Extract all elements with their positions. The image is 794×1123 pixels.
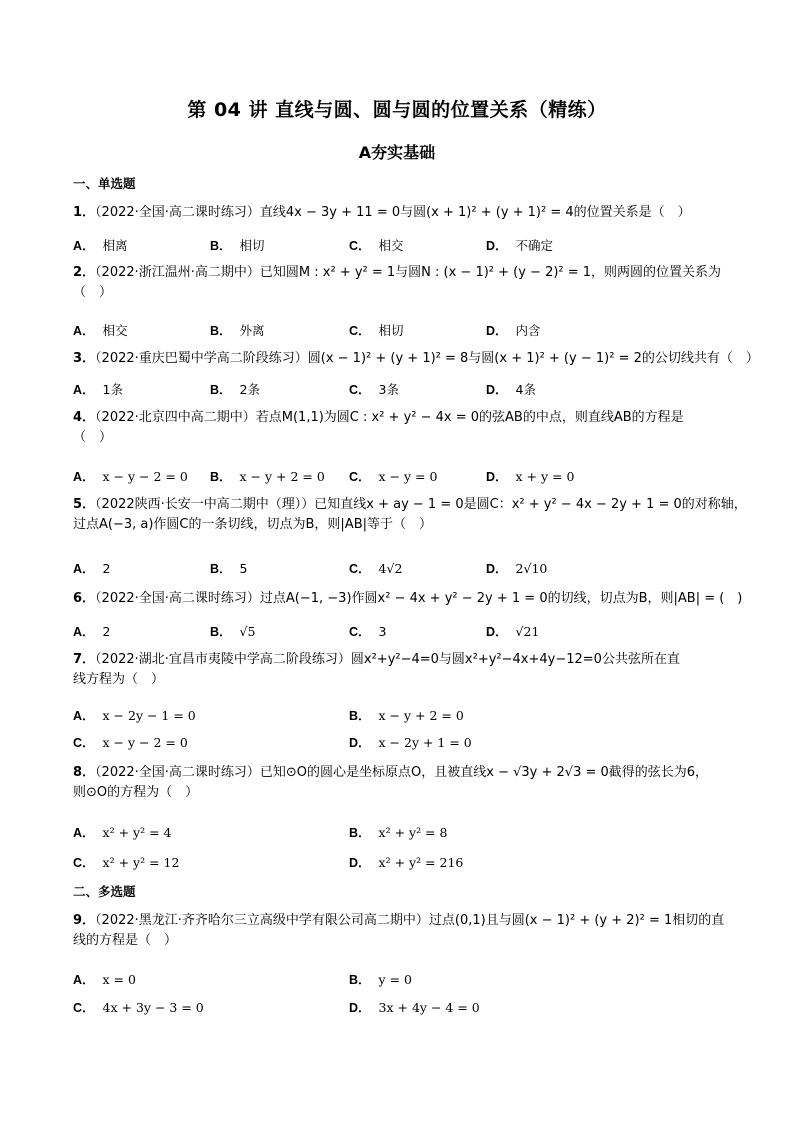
question-number: 8． (73, 765, 96, 780)
option-letter: C． (349, 625, 371, 639)
option-b: x − y + 2 = 0 (239, 469, 325, 484)
option-c: x − y = 0 (378, 469, 438, 484)
option-letter: A． (73, 239, 95, 253)
option-d: 不确定 (515, 238, 554, 253)
answer-option (73, 998, 204, 1016)
question-6 (73, 589, 743, 609)
option-letter: A． (73, 562, 95, 576)
answer-option (73, 970, 136, 988)
option-letter: D． (486, 625, 508, 639)
question-number: 7． (73, 652, 96, 667)
question-text-cont: 过点A(−3, a)作圆C的一条切线，切点为B，则|AB|等于（ ） (73, 517, 432, 532)
answer-option (349, 380, 399, 398)
answer-option (73, 853, 179, 871)
option-letter: B． (210, 239, 232, 253)
option-c: x − y − 2 = 0 (102, 735, 188, 750)
option-letter: C． (349, 383, 371, 397)
question-text: （2022·全国·高二课时练习）直线4x − 3y + 11 = 0与圆(x + 1)² + (y + 1)² = 4的位置关系是（ ） (95, 205, 691, 220)
option-letter: C． (73, 1001, 95, 1015)
question-text: （2022·全国·高二课时练习）过点A(−1, −3)作圆x² − 4x + y² − 2y + 1 = 0的切线，切点为B，则|AB| = ( ) (95, 591, 743, 606)
answer-option (486, 467, 574, 485)
answer-option (210, 236, 265, 254)
option-c: 相切 (378, 323, 404, 338)
question-text-cont: 线的方程是（ ） (73, 933, 178, 948)
answer-option (73, 236, 128, 254)
option-letter: D． (349, 856, 371, 870)
answer-option (486, 236, 553, 254)
answer-option (73, 622, 110, 640)
option-b: √5 (239, 624, 256, 639)
question-text: （2022·北京四中高二期中）若点M(1,1)为圆C : x² + y² − 4x = 0的弦AB的中点，则直线AB的方程是 (95, 410, 684, 425)
question-text: （2022·重庆巴蜀中学高二阶段练习）圆(x − 1)² + (y + 1)² = 8与圆(x + 1)² + (y − 1)² = 2的公切线共有（ ） (95, 351, 759, 366)
question-7 (73, 650, 733, 690)
option-d: x + y = 0 (515, 469, 575, 484)
option-a: 相交 (102, 323, 128, 338)
answer-option (73, 733, 188, 751)
question-text-cont: （ ） (73, 285, 113, 300)
option-letter: B． (349, 973, 371, 987)
option-letter: C． (349, 470, 371, 484)
question-5 (73, 495, 747, 535)
option-d: √21 (515, 624, 540, 639)
option-d: 4条 (515, 382, 536, 397)
option-b: 2条 (239, 382, 260, 397)
answer-option (349, 733, 472, 751)
option-letter: B． (210, 324, 232, 338)
answer-option (210, 321, 265, 339)
answer-option (349, 706, 464, 724)
question-text-cont: 则⊙O的方程为（ ） (73, 785, 199, 800)
question-9 (73, 911, 733, 951)
question-text-cont: 线方程为（ ） (73, 672, 165, 687)
option-b: 相切 (239, 238, 265, 253)
option-letter: D． (349, 736, 371, 750)
question-text: （2022·湖北·宜昌市夷陵中学高二阶段练习）圆x²+y²−4=0与圆x²+y²−4x+4y−12=0公共弦所在直 (95, 652, 680, 667)
option-letter: B． (210, 470, 232, 484)
question-text: （2022·全国·高二课时练习）已知⊙O的圆心是坐标原点O，且被直线x − √3y + 2√3 = 0截得的弦长为6， (95, 765, 709, 780)
option-letter: D． (349, 1001, 371, 1015)
option-letter: D． (486, 324, 508, 338)
section-heading-single-choice: 一、单选题 (73, 176, 136, 191)
option-d: 内含 (515, 323, 541, 338)
question-text: （2022·黑龙江·齐齐哈尔三立高级中学有限公司高二期中）过点(0,1)且与圆(x − 1)² + (y + 2)² = 1相切的直 (95, 913, 725, 928)
option-d: 2√10 (515, 561, 548, 576)
option-d: x − 2y + 1 = 0 (378, 735, 472, 750)
answer-option (73, 321, 128, 339)
option-letter: B． (349, 709, 371, 723)
answer-option (210, 622, 255, 640)
option-a: 相离 (102, 238, 128, 253)
option-a: x − y − 2 = 0 (102, 469, 188, 484)
question-text-cont: （ ） (73, 430, 113, 445)
option-letter: D． (486, 383, 508, 397)
option-letter: D． (486, 562, 508, 576)
option-c: 4x + 3y − 3 = 0 (102, 1000, 204, 1015)
option-b: y = 0 (378, 972, 412, 987)
answer-option (349, 853, 463, 871)
option-a: x − 2y − 1 = 0 (102, 708, 196, 723)
option-a: x² + y² = 4 (102, 825, 172, 840)
option-a: x = 0 (102, 972, 136, 987)
answer-option (486, 559, 547, 577)
answer-option (349, 622, 386, 640)
section-heading-multiple-choice: 二、多选题 (73, 884, 136, 899)
option-b: x² + y² = 8 (378, 825, 448, 840)
question-number: 9． (73, 913, 96, 928)
option-letter: C． (349, 324, 371, 338)
option-a: 2 (102, 561, 111, 576)
question-number: 3． (73, 351, 96, 366)
option-letter: A． (73, 625, 95, 639)
answer-option (349, 998, 480, 1016)
question-1 (73, 203, 733, 223)
option-letter: A． (73, 826, 95, 840)
answer-option (486, 622, 539, 640)
answer-option (73, 823, 171, 841)
question-text: （2022陕西·长安一中高二期中（理））已知直线x + ay − 1 = 0是圆C：x² + y² − 4x − 2y + 1 = 0的对称轴， (95, 497, 747, 512)
page-title: 第 04 讲 直线与圆、圆与圆的位置关系（精练） (187, 99, 607, 121)
option-a: 2 (102, 624, 111, 639)
option-letter: A． (73, 973, 95, 987)
answer-option (349, 467, 437, 485)
option-b: x − y + 2 = 0 (378, 708, 464, 723)
option-c: x² + y² = 12 (102, 855, 180, 870)
option-a: 1条 (102, 382, 123, 397)
option-c: 相交 (378, 238, 404, 253)
option-letter: B． (210, 383, 232, 397)
question-number: 4． (73, 410, 96, 425)
option-letter: A． (73, 470, 95, 484)
answer-option (349, 321, 404, 339)
option-letter: D． (486, 239, 508, 253)
option-letter: B． (210, 625, 232, 639)
answer-option (349, 823, 447, 841)
option-letter: C． (349, 239, 371, 253)
answer-option (349, 559, 402, 577)
question-3 (73, 349, 759, 369)
option-d: x² + y² = 216 (378, 855, 464, 870)
question-8 (73, 763, 733, 803)
question-4 (73, 408, 733, 448)
question-text: （2022·浙江温州·高二期中）已知圆M : x² + y² = 1与圆N : (x − 1)² + (y − 2)² = 1，则两圆的位置关系为 (95, 265, 722, 280)
answer-option (210, 467, 325, 485)
answer-option (73, 380, 123, 398)
answer-option (349, 970, 412, 988)
question-number: 2． (73, 265, 96, 280)
option-c: 3条 (378, 382, 399, 397)
option-letter: C． (349, 562, 371, 576)
answer-option (486, 380, 536, 398)
option-letter: A． (73, 709, 95, 723)
option-letter: C． (73, 736, 95, 750)
option-letter: B． (210, 562, 232, 576)
answer-option (486, 321, 541, 339)
answer-option (210, 380, 260, 398)
option-c: 4√2 (378, 561, 403, 576)
option-letter: A． (73, 324, 95, 338)
question-number: 1． (73, 205, 96, 220)
option-b: 外离 (239, 323, 265, 338)
page-subtitle: A夯实基础 (358, 143, 436, 162)
option-letter: D． (486, 470, 508, 484)
option-letter: A． (73, 383, 95, 397)
question-2 (73, 263, 733, 303)
question-number: 6． (73, 591, 96, 606)
answer-option (73, 467, 188, 485)
option-c: 3 (378, 624, 387, 639)
option-letter: C． (73, 856, 95, 870)
option-d: 3x + 4y − 4 = 0 (378, 1000, 480, 1015)
option-letter: B． (349, 826, 371, 840)
answer-option (73, 706, 196, 724)
option-b: 5 (239, 561, 248, 576)
question-number: 5． (73, 497, 96, 512)
answer-option (349, 236, 404, 254)
answer-option (210, 559, 247, 577)
answer-option (73, 559, 110, 577)
